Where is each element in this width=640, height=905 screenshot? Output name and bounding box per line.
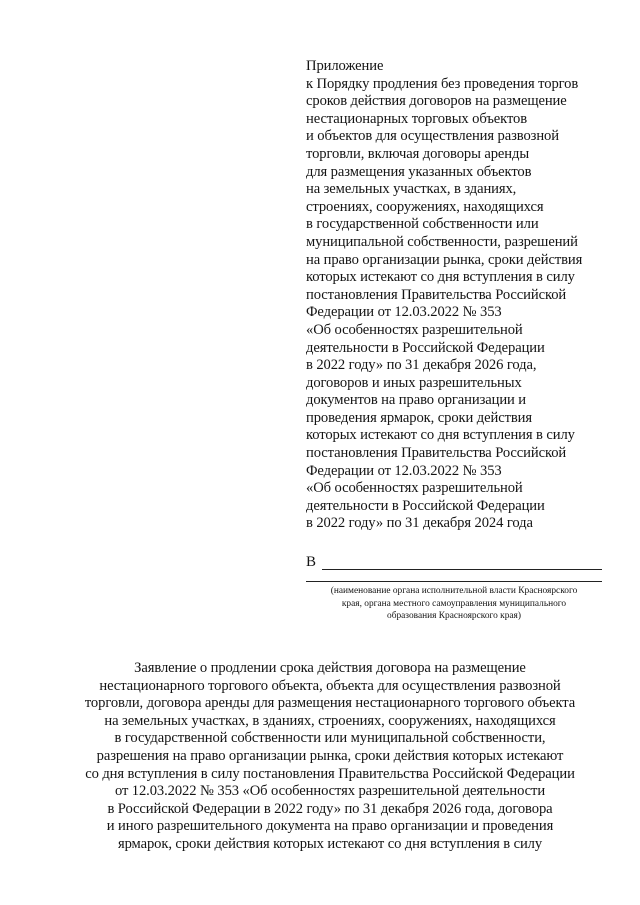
appendix-line: строениях, сооружениях, находящихся [306,198,544,215]
appendix-line: на право организации рынка, сроки действия [306,251,583,268]
appendix-line: договоров и иных разрешительных [306,374,522,391]
statement-line: и иного разрешительного документа на право организации и проведения [106,818,554,835]
appendix-line: к Порядку продления без проведения торгов [306,75,579,92]
caption-line: образования Красноярского края) [387,611,521,622]
statement-line: в государственной собственности или муниципальной собственности, [114,730,546,747]
statement-line: ярмарок, сроки действия которых истекают со дня вступления в силу [117,835,543,852]
appendix-line: деятельности в Российской Федерации [306,339,545,356]
appendix-line: муниципальной собственности, разрешений [306,233,578,250]
statement-line: нестационарного торгового объекта, объекта для осуществления развозной [99,677,561,694]
appendix-line: сроков действия договоров на размещение [306,93,567,110]
appendix-line: в 2022 году» по 31 декабря 2026 года, [306,357,537,374]
statement-line: разрешения на право организации рынка, сроки действия которых истекают [96,747,564,764]
statement-line: на земельных участках, в зданиях, строениях, сооружениях, находящихся [104,712,556,729]
addressee-second-rule [306,581,602,582]
appendix-line: деятельности в Российской Федерации [306,497,545,514]
addressee-caption [300,585,608,623]
appendix-line: постановления Правительства Российской [306,286,567,303]
appendix-line: «Об особенностях разрешительной [306,480,523,497]
appendix-line: которых истекают со дня вступления в силу [306,269,575,286]
addressee-field [306,552,602,572]
statement-line: торговли, договора аренды для размещения нестационарного торгового объекта [84,695,576,712]
caption-line: края, органа местного самоуправления муниципального [341,598,567,609]
appendix-line: и объектов для осуществления развозной [306,128,559,145]
appendix-line: документов на право организации и [306,392,527,409]
appendix-line: Федерации от 12.03.2022 № 353 [306,304,502,321]
appendix-line: в 2022 году» по 31 декабря 2024 года [306,515,533,532]
appendix-line: постановления Правительства Российской [306,445,567,462]
appendix-line: в государственной собственности или [306,216,539,233]
statement-line: в Российской Федерации в 2022 году» по 31 декабря 2026 года, договора [107,800,553,817]
appendix-line: для размещения указанных объектов [306,163,532,180]
appendix-line: Приложение [306,58,384,74]
caption-line: (наименование органа исполнительной власти Красноярского [330,586,578,596]
appendix-line: Федерации от 12.03.2022 № 353 [306,462,502,479]
statement-title [40,660,620,854]
statement-line: Заявление о продлении срока действия договора на размещение [134,660,526,676]
appendix-line: торговли, включая договоры аренды [306,145,530,162]
appendix-line: «Об особенностях разрешительной [306,321,523,338]
addressee-fill-line [322,569,602,570]
statement-line: со дня вступления в силу постановления Правительства Российской Федерации [85,765,575,782]
appendix-line: проведения ярмарок, сроки действия [306,409,532,426]
statement-line: от 12.03.2022 № 353 «Об особенностях разрешительной деятельности [114,783,546,800]
appendix-line: нестационарных торговых объектов [306,110,528,127]
appendix-line: на земельных участках, в зданиях, [306,181,517,198]
appendix-header [306,58,626,533]
addressee-prefix: В [306,554,317,570]
appendix-line: которых истекают со дня вступления в силу [306,427,575,444]
